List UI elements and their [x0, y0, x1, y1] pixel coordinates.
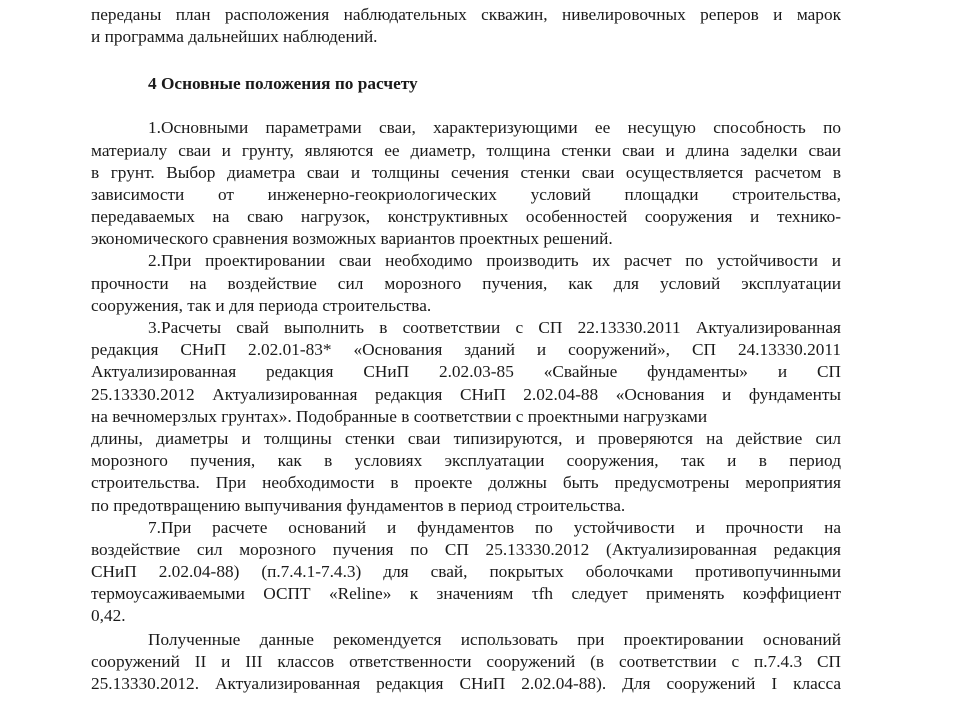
section-heading: 4 Основные положения по расчету: [148, 73, 418, 93]
text-line: Полученные данные рекомендуется использовать при проектировании оснований: [148, 629, 841, 649]
text-line: редакция СНиП 2.02.01-83* «Основания зданий и сооружений», СП 24.13330.2011: [91, 340, 841, 360]
text-line: по предотвращению выпучивания фундаментов в период строительства.: [91, 495, 626, 515]
text-line: на вечномерзлых грунтах». Подобранные в соответствии с проектными нагрузками: [91, 406, 708, 426]
spacer: [91, 48, 841, 70]
text-line: 7.При расчете оснований и фундаментов по устойчивости и прочности на: [148, 517, 841, 537]
text-line: 0,42.: [91, 606, 126, 626]
paragraph-2: [91, 250, 841, 317]
text-line: передаваемых на сваю нагрузок, конструктивных особенностей сооружения и технико-: [91, 207, 841, 227]
text-line: 25.13330.2012. Актуализированная редакция СНиП 2.02.04-88). Для сооружений I класса: [91, 674, 841, 694]
text-line: СНиП 2.02.04-88) (п.7.4.1-7.4.3) для свай, покрытых оболочками противопучинными: [91, 562, 841, 582]
text-line: 3.Расчеты свай выполнить в соответствии с СП 22.13330.2011 Актуализированная: [148, 318, 841, 338]
text-line: сооружения, так и для периода строительства.: [91, 295, 432, 315]
text-line: зависимости от инженерно-геокриологических условий площадки строительства,: [91, 184, 841, 204]
paragraph-3: [91, 317, 841, 517]
text-line: морозного пучения, как в условиях эксплуатации сооружения, так и в период: [91, 451, 841, 471]
document-body: [91, 0, 841, 695]
text-line: в грунт. Выбор диаметра сваи и толщины сечения стенки сваи осуществляется расчетом в: [91, 162, 841, 182]
text-line: термоусаживаемыми ОСПТ «Reline» к значениям τfh следует применять коэффициент: [91, 584, 841, 604]
text-line: экономического сравнения возможных вариантов проектных решений.: [91, 229, 613, 249]
text-line: воздействие сил морозного пучения по СП 25.13330.2012 (Актуализированная редакция: [91, 539, 841, 559]
text-line: строительства. При необходимости в проекте должны быть предусмотрены мероприятия: [91, 473, 841, 493]
text-line: 25.13330.2012 Актуализированная редакция СНиП 2.02.04-88 «Основания и фундаменты: [91, 384, 841, 404]
text-line: переданы план расположения наблюдательных скважин, нивелировочных реперов и марок: [91, 5, 841, 24]
paragraph-7: [91, 517, 841, 628]
text-line: материалу сваи и грунту, являются ее диаметр, толщина стенки сваи и длина заделки сваи: [91, 140, 841, 160]
text-line: длины, диаметры и толщины стенки сваи типизируются, и проверяются на действие сил: [91, 428, 841, 448]
text-line: 2.При проектировании сваи необходимо производить их расчет по устойчивости и: [148, 251, 841, 271]
text-line: 1.Основными параметрами сваи, характеризующими ее несущую способность по: [148, 118, 841, 138]
text-line: сооружений II и III классов ответственности сооружений (в соответствии с п.7.4.3 СП: [91, 651, 841, 671]
text-line: прочности на воздействие сил морозного пучения, как для условий эксплуатации: [91, 273, 841, 293]
paragraph-conclusion: [91, 629, 841, 696]
text-line: и программа дальнейших наблюдений.: [91, 27, 378, 47]
text-line: Актуализированная редакция СНиП 2.02.03-85 «Свайные фундаменты» и СП: [91, 362, 841, 382]
paragraph-1: [91, 117, 841, 250]
spacer: [91, 95, 841, 117]
intro-paragraph: [91, 4, 841, 48]
